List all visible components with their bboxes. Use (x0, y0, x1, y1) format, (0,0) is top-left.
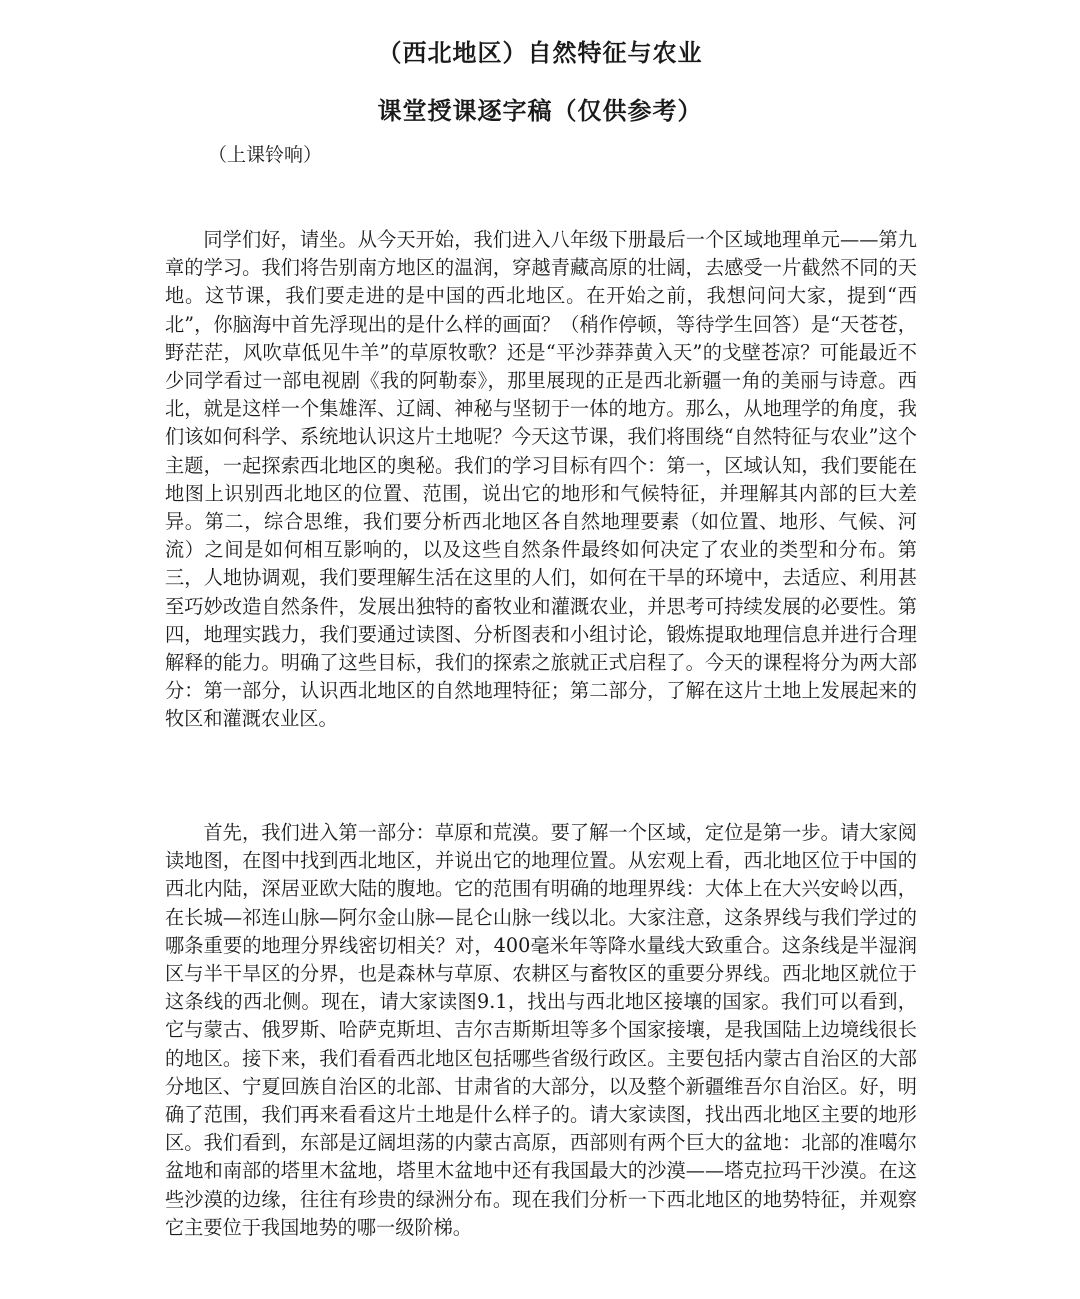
paragraph-part-one: 首先，我们进入第一部分：草原和荒漠。要了解一个区域，定位是第一步。请大家阅读地图，在图中找到西北地区，并说出它的地理位置。从宏观上看，西北地区位于中国的西北内陆，深居亚欧大陆的腹地。它的范围有明确的地理界线：大体上在大兴安岭以西，在长城—祁连山脉—阿尔金山脉—昆仑山脉一线以北。大家注意，这条界线与我们学过的哪条重要的地理分界线密切相关？对，400毫米年等降水量线大致重合。这条线是半湿润区与半干旱区的分界，也是森林与草原、农耕区与畜牧区的重要分界线。西北地区就位于这条线的西北侧。现在，请大家读图9.1，找出与西北地区接壤的国家。我们可以看到，它与蒙古、俄罗斯、哈萨克斯坦、吉尔吉斯斯坦等多个国家接壤，是我国陆上边境线很长的地区。接下来，我们看看西北地区包括哪些省级行政区。主要包括内蒙古自治区的大部分地区、宁夏回族自治区的北部、甘肃省的大部分，以及整个新疆维吾尔自治区。好，明确了范围，我们再来看看这片土地是什么样子的。请大家读图，找出西北地区主要的地形区。我们看到，东部是辽阔坦荡的内蒙古高原，西部则有两个巨大的盆地：北部的准噶尔盆地和南部的塔里木盆地，塔里木盆地中还有我国最大的沙漠——塔克拉玛干沙漠。在这些沙漠的边缘，往往有珍贵的绿洲分布。现在我们分析一下西北地区的地势特征，并观察它主要位于我国地势的哪一级阶梯。 (165, 821, 917, 1239)
document-title: （西北地区）自然特征与农业 (377, 39, 703, 67)
paragraph-introduction: 同学们好，请坐。从今天开始，我们进入八年级下册最后一个区域地理单元——第九章的学习。我们将告别南方地区的温润，穿越青藏高原的壮阔，去感受一片截然不同的天地。这节课，我们要走进的是中国的西北地区。在开始之前，我想问问大家，提到“西北”，你脑海中首先浮现出的是什么样的画面？（稍作停顿，等待学生回答）是“天苍苍，野茫茫，风吹草低见牛羊”的草原牧歌？还是“平沙莽莽黄入天”的戈壁苍凉？可能最近不少同学看过一部电视剧《我的阿勒泰》，那里展现的正是西北新疆一角的美丽与诗意。西北，就是这样一个集雄浑、辽阔、神秘与坚韧于一体的地方。那么，从地理学的角度，我们该如何科学、系统地认识这片土地呢？今天这节课，我们将围绕“自然特征与农业”这个主题，一起探索西北地区的奥秘。我们的学习目标有四个：第一，区域认知，我们要能在地图上识别西北地区的位置、范围，说出它的地形和气候特征，并理解其内部的巨大差异。第二，综合思维，我们要分析西北地区各自然地理要素（如位置、地形、气候、河流）之间是如何相互影响的，以及这些自然条件最终如何决定了农业的类型和分布。第三，人地协调观，我们要理解生活在这里的人们，如何在干旱的环境中，去适应、利用甚至巧妙改造自然条件，发展出独特的畜牧业和灌溉农业，并思考可持续发展的必要性。第四，地理实践力，我们要通过读图、分析图表和小组讨论，锻炼提取地理信息并进行合理解释的能力。明确了这些目标，我们的探索之旅就正式启程了。今天的课程将分为两大部分：第一部分，认识西北地区的自然地理特征；第二部分，了解在这片土地上发展起来的牧区和灌溉农业区。 (165, 228, 917, 731)
stage-direction: （上课铃响） (208, 144, 323, 166)
document-subtitle: 课堂授课逐字稿（仅供参考） (377, 97, 703, 125)
